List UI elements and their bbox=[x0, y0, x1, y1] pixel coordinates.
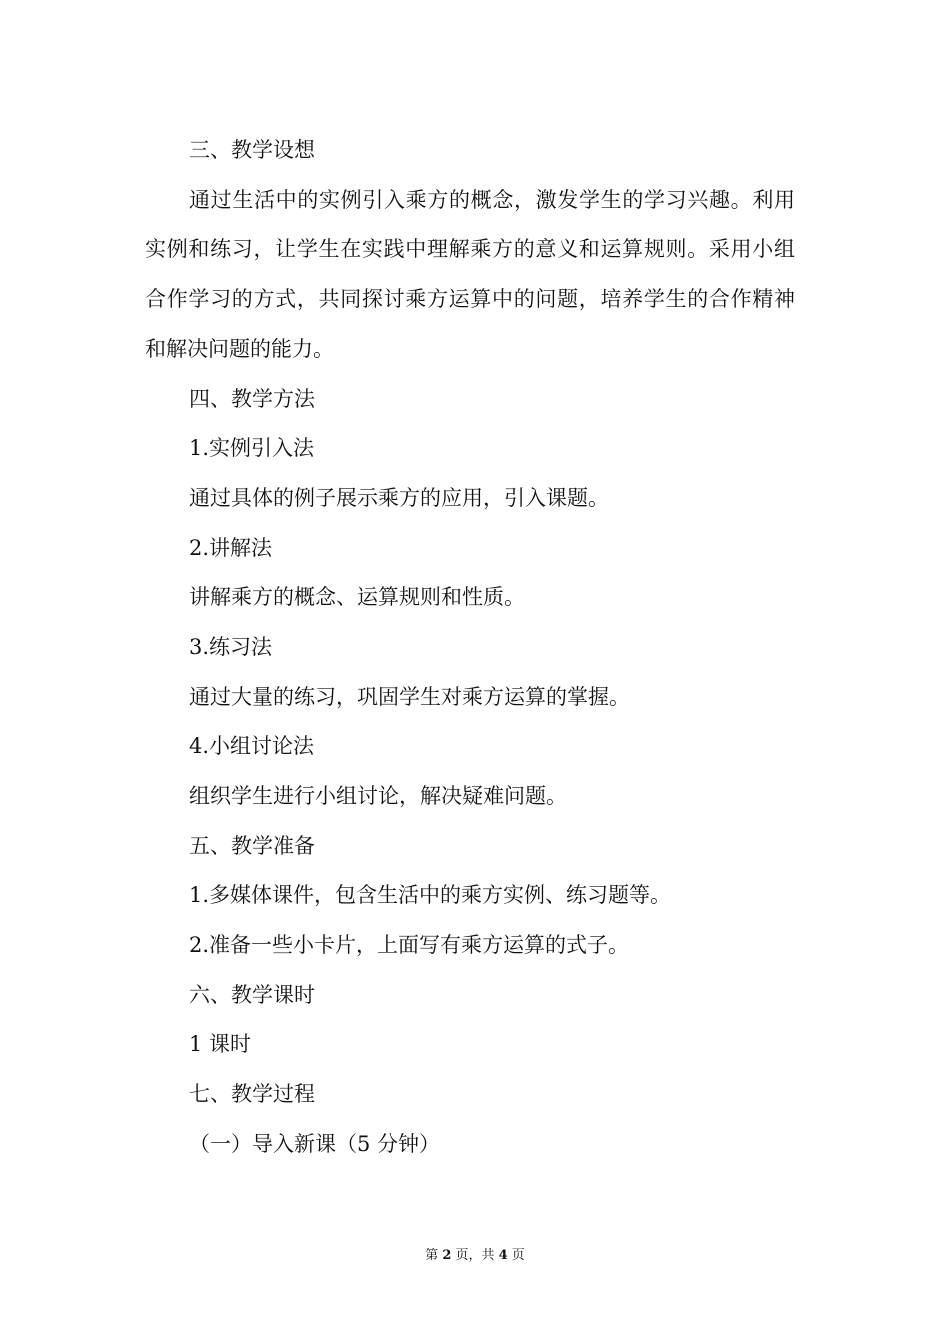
class-hours: 1 课时 bbox=[189, 1032, 252, 1057]
method-1-text: 通过具体的例子展示乘方的应用，引入课题。 bbox=[189, 485, 609, 510]
subsection-heading-1: （一）导入新课（5 分钟） bbox=[189, 1131, 441, 1156]
method-3-text: 通过大量的练习，巩固学生对乘方运算的掌握。 bbox=[189, 684, 630, 709]
paragraph-teaching-concept: 通过生活中的实例引入乘方的概念，激发学生的学习兴趣。利用实例和练习，让学生在实践中理解乘方的意义和运算规则。采用小组合作学习的方式，共同探讨乘方运算中的问题，培养学生的合作精神和解决问题的能力。 bbox=[145, 187, 795, 361]
section-heading-3: 三、教学设想 bbox=[189, 138, 315, 162]
section-heading-6: 六、教学课时 bbox=[189, 982, 315, 1007]
section-heading-5: 五、教学准备 bbox=[189, 833, 315, 858]
footer-total-pages: 4 bbox=[498, 1248, 508, 1263]
method-4-text: 组织学生进行小组讨论，解决疑难问题。 bbox=[189, 784, 567, 808]
section-heading-7: 七、教学过程 bbox=[189, 1082, 315, 1107]
prep-item-1: 1.多媒体课件，包含生活中的乘方实例、练习题等。 bbox=[189, 883, 672, 908]
method-3-title: 3.练习法 bbox=[189, 634, 273, 659]
method-2-text: 讲解乘方的概念、运算规则和性质。 bbox=[189, 585, 525, 610]
section-heading-4: 四、教学方法 bbox=[189, 386, 315, 411]
footer-prefix: 第 bbox=[425, 1248, 443, 1263]
footer-middle: 页，共 bbox=[451, 1248, 499, 1263]
method-1-title: 1.实例引入法 bbox=[189, 436, 315, 461]
method-4-title: 4.小组讨论法 bbox=[189, 734, 315, 759]
method-2-title: 2.讲解法 bbox=[189, 535, 273, 560]
document-body bbox=[145, 126, 795, 1170]
prep-item-2: 2.准备一些小卡片，上面写有乘方运算的式子。 bbox=[189, 933, 630, 958]
footer-suffix: 页 bbox=[507, 1248, 525, 1263]
page-footer bbox=[0, 1244, 950, 1263]
footer-page-number: 2 bbox=[442, 1248, 452, 1263]
